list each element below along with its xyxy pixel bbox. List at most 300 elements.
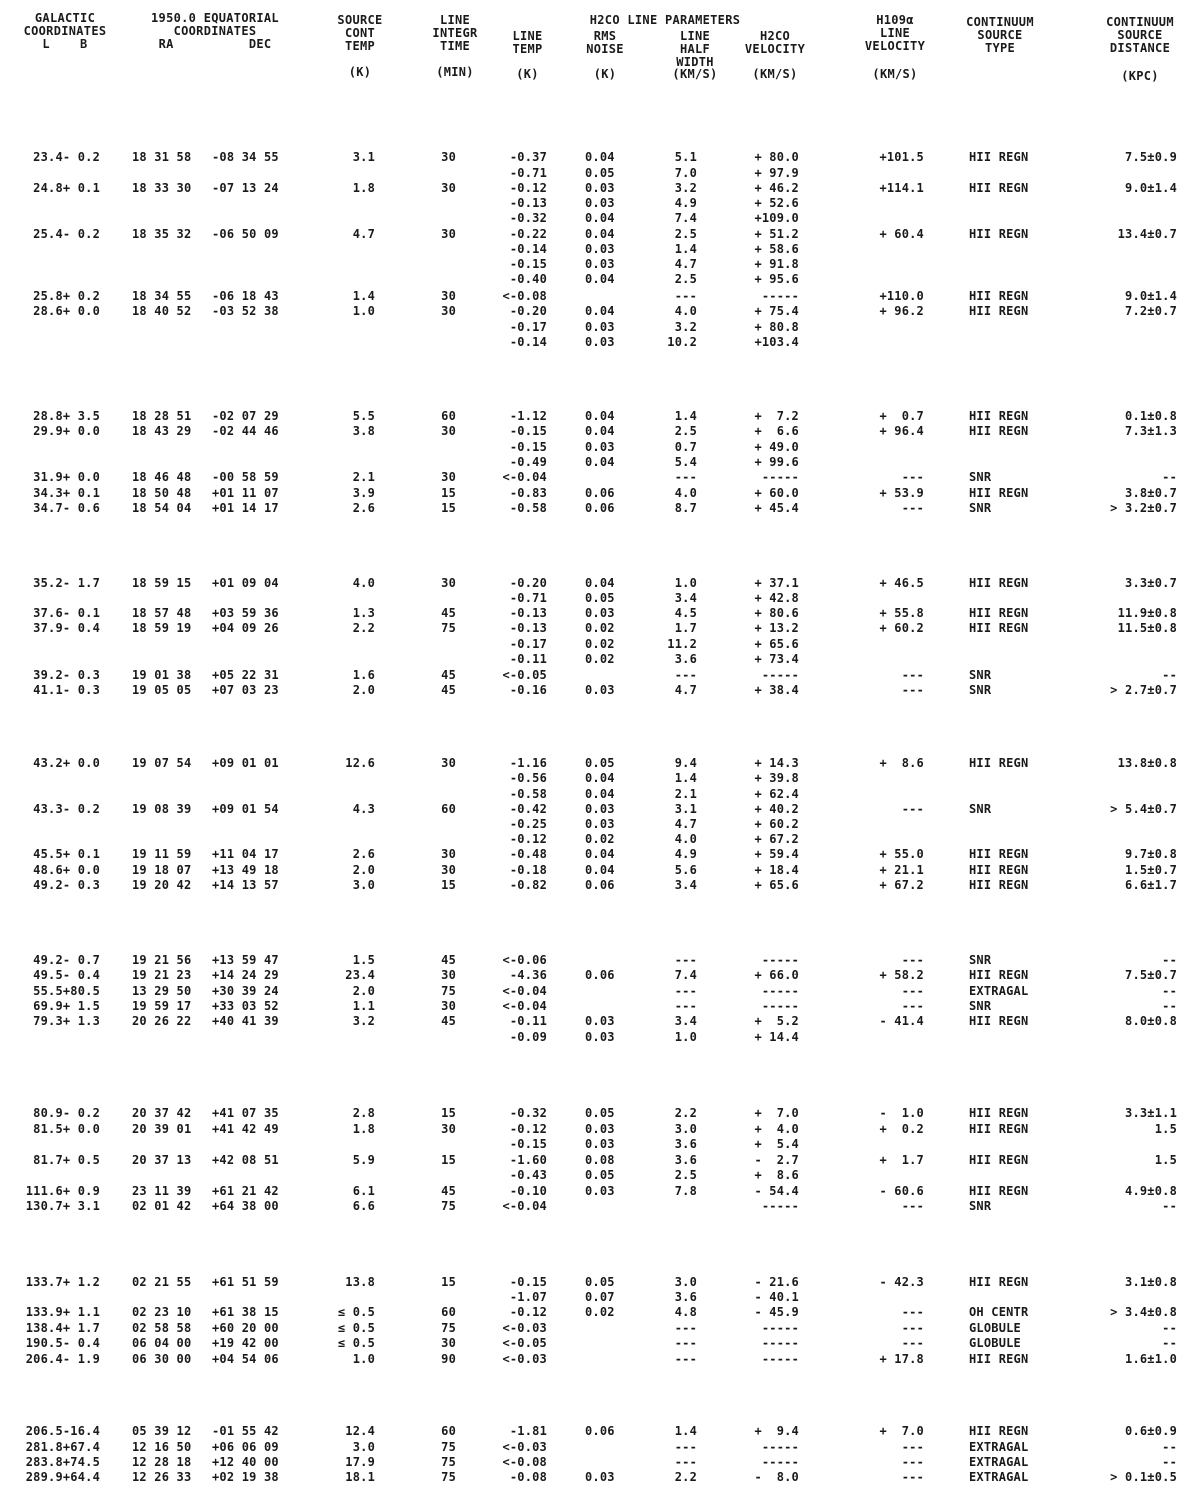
continuum-type-cell: OH CENTR (969, 1305, 1029, 1319)
source-cont-temp-cell: ≤ 0.5 (337, 1336, 375, 1350)
ra-cell: 18 50 48 (132, 486, 192, 500)
dec-cell: +14 13 57 (212, 878, 279, 892)
line-temp-cell: <-0.08 (502, 1455, 547, 1469)
h109-velocity-cell: --- (901, 953, 924, 967)
table-row (0, 817, 1200, 832)
galactic-coords-cell: 43.2+ 0.0 (33, 756, 100, 770)
ra-cell: 19 01 38 (132, 668, 192, 682)
ra-cell: 20 37 13 (132, 1153, 192, 1167)
source-cont-temp-cell: 5.9 (352, 1153, 375, 1167)
half-width-cell: 2.2 (674, 1106, 697, 1120)
h2co-velocity-cell: + 9.4 (754, 1424, 799, 1438)
galactic-coords-cell: 80.9- 0.2 (33, 1106, 100, 1120)
header-equatorial-3: RA DEC (158, 37, 272, 51)
header-line-temp-1: LINE (512, 29, 543, 43)
galactic-coords-cell: 29.9+ 0.0 (33, 424, 100, 438)
galactic-coords-cell: 206.4- 1.9 (25, 1352, 100, 1366)
line-temp-cell: -1.16 (509, 756, 547, 770)
h109-velocity-cell: --- (901, 1440, 924, 1454)
source-cont-temp-cell: 6.1 (352, 1184, 375, 1198)
dec-cell: +42 08 51 (212, 1153, 279, 1167)
source-cont-temp-cell: 23.4 (345, 968, 375, 982)
rms-noise-cell: 0.03 (585, 817, 615, 831)
h109-velocity-cell: --- (901, 1470, 924, 1484)
h109-velocity-cell: + 96.2 (879, 304, 924, 318)
table-row (0, 652, 1200, 667)
continuum-distance-cell: -- (1162, 1321, 1177, 1335)
table-row (0, 756, 1200, 771)
h109-velocity-cell: + 96.4 (879, 424, 924, 438)
galactic-coords-cell: 69.9+ 1.5 (33, 999, 100, 1013)
half-width-cell: 2.5 (674, 227, 697, 241)
half-width-cell: 2.5 (674, 272, 697, 286)
continuum-type-cell: HII REGN (969, 289, 1029, 303)
h109-velocity-cell: - 60.6 (879, 1184, 924, 1198)
continuum-distance-cell: 1.5±0.7 (1125, 863, 1177, 877)
galactic-coords-cell: 81.5+ 0.0 (33, 1122, 100, 1136)
dec-cell: +19 42 00 (212, 1336, 279, 1350)
table-row (0, 1106, 1200, 1121)
integr-time-cell: 60 (441, 802, 456, 816)
continuum-type-cell: SNR (969, 802, 992, 816)
half-width-cell: 10.2 (667, 335, 697, 349)
rms-noise-cell: 0.04 (585, 771, 615, 785)
half-width-cell: 7.4 (674, 968, 697, 982)
dec-cell: -06 50 09 (212, 227, 279, 241)
line-temp-cell: -0.32 (509, 1106, 547, 1120)
table-row (0, 320, 1200, 335)
galactic-coords-cell: 25.4- 0.2 (33, 227, 100, 241)
line-temp-cell: -0.13 (509, 606, 547, 620)
source-cont-temp-cell: 4.0 (352, 576, 375, 590)
integr-time-cell: 30 (441, 576, 456, 590)
continuum-type-cell: HII REGN (969, 486, 1029, 500)
table-row (0, 1290, 1200, 1305)
continuum-type-cell: HII REGN (969, 1424, 1029, 1438)
half-width-cell: 0.7 (674, 440, 697, 454)
continuum-distance-cell: 1.6±1.0 (1125, 1352, 1177, 1366)
h2co-velocity-cell: - 21.6 (754, 1275, 799, 1289)
dec-cell: -07 13 24 (212, 181, 279, 195)
half-width-cell: 3.4 (674, 878, 697, 892)
rms-noise-cell: 0.05 (585, 756, 615, 770)
dec-cell: +06 06 09 (212, 1440, 279, 1454)
source-cont-temp-cell: 17.9 (345, 1455, 375, 1469)
line-temp-cell: -0.09 (509, 1030, 547, 1044)
galactic-coords-cell: 28.6+ 0.0 (33, 304, 100, 318)
h2co-velocity-cell: + 95.6 (754, 272, 799, 286)
integr-time-cell: 60 (441, 1424, 456, 1438)
dec-cell: +61 51 59 (212, 1275, 279, 1289)
continuum-type-cell: HII REGN (969, 1122, 1029, 1136)
line-temp-cell: -0.25 (509, 817, 547, 831)
h109-velocity-cell: +114.1 (879, 181, 924, 195)
h2co-velocity-cell: ----- (761, 1352, 799, 1366)
h2co-velocity-cell: + 6.6 (754, 424, 799, 438)
rms-noise-cell: 0.03 (585, 1122, 615, 1136)
dec-cell: +61 38 15 (212, 1305, 279, 1319)
ra-cell: 18 31 58 (132, 150, 192, 164)
table-row (0, 196, 1200, 211)
rms-noise-cell: 0.03 (585, 1014, 615, 1028)
continuum-distance-cell: 7.5±0.9 (1125, 150, 1177, 164)
header-source-cont-3: TEMP (344, 39, 376, 53)
galactic-coords-cell: 31.9+ 0.0 (33, 470, 100, 484)
table-row (0, 335, 1200, 350)
ra-cell: 02 23 10 (132, 1305, 192, 1319)
source-cont-temp-cell: 4.3 (352, 802, 375, 816)
half-width-cell: 4.7 (674, 683, 697, 697)
ra-cell: 19 08 39 (132, 802, 192, 816)
continuum-distance-cell: 13.8±0.8 (1117, 756, 1177, 770)
source-cont-temp-cell: 2.0 (352, 984, 375, 998)
h2co-velocity-cell: + 99.6 (754, 455, 799, 469)
continuum-distance-cell: -- (1162, 953, 1177, 967)
h2co-velocity-cell: ----- (761, 999, 799, 1013)
h2co-velocity-cell: + 5.2 (754, 1014, 799, 1028)
integr-time-cell: 30 (441, 470, 456, 484)
ra-cell: 12 16 50 (132, 1440, 192, 1454)
rms-noise-cell: 0.03 (585, 335, 615, 349)
table-row (0, 211, 1200, 226)
galactic-coords-cell: 130.7+ 3.1 (25, 1199, 100, 1213)
continuum-distance-cell: 3.1±0.8 (1125, 1275, 1177, 1289)
table-row (0, 424, 1200, 439)
h2co-velocity-cell: + 58.6 (754, 242, 799, 256)
continuum-distance-cell: 9.0±1.4 (1125, 181, 1177, 195)
galactic-coords-cell: 281.8+67.4 (25, 1440, 100, 1454)
h109-velocity-cell: + 17.8 (879, 1352, 924, 1366)
h2co-velocity-cell: ----- (761, 1336, 799, 1350)
table-row (0, 1122, 1200, 1137)
continuum-type-cell: SNR (969, 683, 992, 697)
line-temp-cell: -1.60 (509, 1153, 547, 1167)
continuum-type-cell: HII REGN (969, 409, 1029, 423)
ra-cell: 19 11 59 (132, 847, 192, 861)
continuum-type-cell: HII REGN (969, 1014, 1029, 1028)
galactic-coords-cell: 34.3+ 0.1 (33, 486, 100, 500)
continuum-distance-cell: 11.5±0.8 (1117, 621, 1177, 635)
h2co-velocity-cell: + 14.3 (754, 756, 799, 770)
continuum-type-cell: GLOBULE (969, 1321, 1021, 1335)
table-row (0, 166, 1200, 181)
rms-noise-cell: 0.04 (585, 272, 615, 286)
h2co-velocity-cell: + 59.4 (754, 847, 799, 861)
rms-noise-cell: 0.05 (585, 591, 615, 605)
half-width-cell: 7.8 (674, 1184, 697, 1198)
source-cont-temp-cell: 6.6 (352, 1199, 375, 1213)
rms-noise-cell: 0.06 (585, 501, 615, 515)
galactic-coords-cell: 43.3- 0.2 (33, 802, 100, 816)
half-width-cell: --- (674, 1455, 697, 1469)
continuum-type-cell: HII REGN (969, 878, 1029, 892)
half-width-cell: 2.5 (674, 424, 697, 438)
source-cont-temp-cell: 3.1 (352, 150, 375, 164)
continuum-type-cell: HII REGN (969, 576, 1029, 590)
source-cont-temp-cell: 5.5 (352, 409, 375, 423)
continuum-distance-cell: 3.3±0.7 (1125, 576, 1177, 590)
source-cont-temp-cell: 1.8 (352, 181, 375, 195)
rms-noise-cell: 0.03 (585, 320, 615, 334)
header-integr-unit: (MIN) (436, 65, 474, 79)
galactic-coords-cell: 48.6+ 0.0 (33, 863, 100, 877)
source-cont-temp-cell: 18.1 (345, 1470, 375, 1484)
rms-noise-cell: 0.03 (585, 181, 615, 195)
line-temp-cell: -0.83 (509, 486, 547, 500)
line-temp-cell: -0.58 (509, 501, 547, 515)
integr-time-cell: 30 (441, 1336, 456, 1350)
integr-time-cell: 75 (441, 1455, 456, 1469)
galactic-coords-cell: 37.6- 0.1 (33, 606, 100, 620)
h109-velocity-cell: + 53.9 (879, 486, 924, 500)
dec-cell: -02 44 46 (212, 424, 279, 438)
line-temp-cell: -0.42 (509, 802, 547, 816)
header-source-cont-2: CONT (344, 26, 376, 40)
half-width-cell: 5.1 (674, 150, 697, 164)
line-temp-cell: <-0.03 (502, 1440, 547, 1454)
half-width-cell: 4.5 (674, 606, 697, 620)
header-h109-unit: (KM/S) (872, 67, 918, 81)
continuum-distance-cell: 6.6±1.7 (1125, 878, 1177, 892)
galactic-coords-cell: 79.3+ 1.3 (33, 1014, 100, 1028)
table-row (0, 832, 1200, 847)
half-width-cell: --- (674, 289, 697, 303)
half-width-cell: --- (674, 470, 697, 484)
ra-cell: 18 40 52 (132, 304, 192, 318)
continuum-distance-cell: 3.8±0.7 (1125, 486, 1177, 500)
integr-time-cell: 30 (441, 756, 456, 770)
rms-noise-cell: 0.03 (585, 606, 615, 620)
half-width-cell: 5.6 (674, 863, 697, 877)
rms-noise-cell: 0.03 (585, 440, 615, 454)
h109-velocity-cell: --- (901, 1336, 924, 1350)
rms-noise-cell: 0.04 (585, 227, 615, 241)
continuum-distance-cell: > 5.4±0.7 (1110, 802, 1177, 816)
h109-velocity-cell: - 42.3 (879, 1275, 924, 1289)
continuum-type-cell: HII REGN (969, 1184, 1029, 1198)
rms-noise-cell: 0.03 (585, 1030, 615, 1044)
continuum-type-cell: HII REGN (969, 847, 1029, 861)
dec-cell: +60 20 00 (212, 1321, 279, 1335)
h2co-velocity-cell: + 18.4 (754, 863, 799, 877)
integr-time-cell: 75 (441, 1470, 456, 1484)
table-row (0, 863, 1200, 878)
integr-time-cell: 75 (441, 621, 456, 635)
h2co-velocity-cell: - 40.1 (754, 1290, 799, 1304)
h109-velocity-cell: --- (901, 1455, 924, 1469)
half-width-cell: --- (674, 953, 697, 967)
rms-noise-cell: 0.03 (585, 1184, 615, 1198)
rms-noise-cell: 0.04 (585, 847, 615, 861)
source-cont-temp-cell: ≤ 0.5 (337, 1321, 375, 1335)
source-cont-temp-cell: 1.1 (352, 999, 375, 1013)
rms-noise-cell: 0.07 (585, 1290, 615, 1304)
h2co-velocity-cell: + 39.8 (754, 771, 799, 785)
header-h109-1: H109α (876, 13, 914, 27)
header-h109-3: VELOCITY (864, 39, 926, 53)
line-temp-cell: -0.15 (509, 424, 547, 438)
continuum-type-cell: HII REGN (969, 1275, 1029, 1289)
integr-time-cell: 15 (441, 486, 456, 500)
h2co-velocity-cell: ----- (761, 1440, 799, 1454)
rms-noise-cell: 0.06 (585, 968, 615, 982)
half-width-cell: 1.0 (674, 1030, 697, 1044)
h2co-velocity-cell: + 62.4 (754, 787, 799, 801)
integr-time-cell: 45 (441, 668, 456, 682)
continuum-distance-cell: -- (1162, 984, 1177, 998)
integr-time-cell: 15 (441, 1153, 456, 1167)
half-width-cell: 1.4 (674, 1424, 697, 1438)
line-temp-cell: -0.48 (509, 847, 547, 861)
dec-cell: -08 34 55 (212, 150, 279, 164)
header-cont-dist-unit: (KPC) (1121, 69, 1159, 83)
source-cont-temp-cell: 2.6 (352, 501, 375, 515)
galactic-coords-cell: 111.6+ 0.9 (25, 1184, 100, 1198)
line-temp-cell: <-0.05 (502, 1336, 547, 1350)
h2co-velocity-cell: + 46.2 (754, 181, 799, 195)
header-rms-1: RMS (593, 29, 617, 43)
h109-velocity-cell: + 58.2 (879, 968, 924, 982)
rms-noise-cell: 0.02 (585, 652, 615, 666)
dec-cell: +04 09 26 (212, 621, 279, 635)
line-temp-cell: <-0.04 (502, 999, 547, 1013)
rms-noise-cell: 0.02 (585, 637, 615, 651)
continuum-type-cell: SNR (969, 470, 992, 484)
ra-cell: 19 05 05 (132, 683, 192, 697)
line-temp-cell: -0.15 (509, 1275, 547, 1289)
line-temp-cell: -0.17 (509, 320, 547, 334)
continuum-type-cell: EXTRAGAL (969, 984, 1029, 998)
source-cont-temp-cell: 3.8 (352, 424, 375, 438)
rms-noise-cell: 0.03 (585, 1137, 615, 1151)
half-width-cell: 4.8 (674, 1305, 697, 1319)
table-row (0, 1199, 1200, 1214)
galactic-coords-cell: 133.7+ 1.2 (25, 1275, 100, 1289)
header-integr-3: TIME (439, 39, 471, 53)
continuum-type-cell: EXTRAGAL (969, 1455, 1029, 1469)
rms-noise-cell: 0.05 (585, 1168, 615, 1182)
h2co-velocity-cell: + 37.1 (754, 576, 799, 590)
half-width-cell: 4.0 (674, 304, 697, 318)
galactic-coords-cell: 190.5- 0.4 (25, 1336, 100, 1350)
table-row (0, 771, 1200, 786)
continuum-distance-cell: 0.1±0.8 (1125, 409, 1177, 423)
table-row (0, 257, 1200, 272)
h2co-velocity-cell: + 40.2 (754, 802, 799, 816)
half-width-cell: 8.7 (674, 501, 697, 515)
dec-cell: +01 11 07 (212, 486, 279, 500)
table-row (0, 1184, 1200, 1199)
table-row (0, 999, 1200, 1014)
h2co-velocity-cell: + 4.0 (754, 1122, 799, 1136)
integr-time-cell: 45 (441, 683, 456, 697)
half-width-cell: 4.7 (674, 257, 697, 271)
table-row (0, 304, 1200, 319)
h2co-velocity-cell: + 67.2 (754, 832, 799, 846)
table-row (0, 847, 1200, 862)
h109-velocity-cell: + 21.1 (879, 863, 924, 877)
ra-cell: 05 39 12 (132, 1424, 192, 1438)
line-temp-cell: -0.13 (509, 621, 547, 635)
source-cont-temp-cell: 1.8 (352, 1122, 375, 1136)
h109-velocity-cell: + 8.6 (879, 756, 924, 770)
h109-velocity-cell: --- (901, 802, 924, 816)
half-width-cell: 4.0 (674, 832, 697, 846)
rms-noise-cell: 0.02 (585, 1305, 615, 1319)
half-width-cell: --- (674, 999, 697, 1013)
half-width-cell: --- (674, 1440, 697, 1454)
ra-cell: 18 54 04 (132, 501, 192, 515)
half-width-cell: --- (674, 1352, 697, 1366)
half-width-cell: 3.0 (674, 1275, 697, 1289)
line-temp-cell: <-0.03 (502, 1352, 547, 1366)
ra-cell: 06 04 00 (132, 1336, 192, 1350)
galactic-coords-cell: 39.2- 0.3 (33, 668, 100, 682)
h109-velocity-cell: - 41.4 (879, 1014, 924, 1028)
h2co-velocity-cell: ----- (761, 1199, 799, 1213)
half-width-cell: 3.6 (674, 1137, 697, 1151)
rms-noise-cell: 0.04 (585, 211, 615, 225)
table-row (0, 683, 1200, 698)
header-source-cont-unit: (K) (348, 65, 372, 79)
continuum-type-cell: HII REGN (969, 621, 1029, 635)
line-temp-cell: <-0.04 (502, 470, 547, 484)
galactic-coords-cell: 34.7- 0.6 (33, 501, 100, 515)
integr-time-cell: 45 (441, 953, 456, 967)
half-width-cell: 4.7 (674, 817, 697, 831)
table-row (0, 1153, 1200, 1168)
table-row (0, 455, 1200, 470)
source-cont-temp-cell: 1.4 (352, 289, 375, 303)
header-source-cont-1: SOURCE (337, 13, 383, 27)
h2co-velocity-cell: ----- (761, 953, 799, 967)
continuum-type-cell: EXTRAGAL (969, 1440, 1029, 1454)
continuum-distance-cell: 4.9±0.8 (1125, 1184, 1177, 1198)
rms-noise-cell: 0.04 (585, 576, 615, 590)
line-temp-cell: -0.17 (509, 637, 547, 651)
continuum-type-cell: SNR (969, 1199, 992, 1213)
half-width-cell: 3.6 (674, 1153, 697, 1167)
rms-noise-cell: 0.04 (585, 863, 615, 877)
source-cont-temp-cell: 2.1 (352, 470, 375, 484)
source-cont-temp-cell: 1.6 (352, 668, 375, 682)
integr-time-cell: 15 (441, 501, 456, 515)
table-row (0, 878, 1200, 893)
ra-cell: 02 21 55 (132, 1275, 192, 1289)
h109-velocity-cell: --- (901, 984, 924, 998)
integr-time-cell: 75 (441, 1199, 456, 1213)
header-half-width-3: WIDTH (676, 55, 714, 69)
line-temp-cell: -0.16 (509, 683, 547, 697)
integr-time-cell: 15 (441, 1106, 456, 1120)
dec-cell: +13 49 18 (212, 863, 279, 877)
rms-noise-cell: 0.05 (585, 166, 615, 180)
header-equatorial-1: 1950.0 EQUATORIAL (151, 11, 279, 25)
galactic-coords-cell: 41.1- 0.3 (33, 683, 100, 697)
ra-cell: 23 11 39 (132, 1184, 192, 1198)
galactic-coords-cell: 37.9- 0.4 (33, 621, 100, 635)
galactic-coords-cell: 49.5- 0.4 (33, 968, 100, 982)
line-temp-cell: -0.08 (509, 1470, 547, 1484)
header-rms-2: NOISE (586, 42, 624, 56)
table-row (0, 968, 1200, 983)
integr-time-cell: 15 (441, 1275, 456, 1289)
integr-time-cell: 30 (441, 1122, 456, 1136)
ra-cell: 19 59 17 (132, 999, 192, 1013)
h2co-velocity-cell: + 60.0 (754, 486, 799, 500)
continuum-distance-cell: > 3.2±0.7 (1110, 501, 1177, 515)
continuum-type-cell: HII REGN (969, 1153, 1029, 1167)
